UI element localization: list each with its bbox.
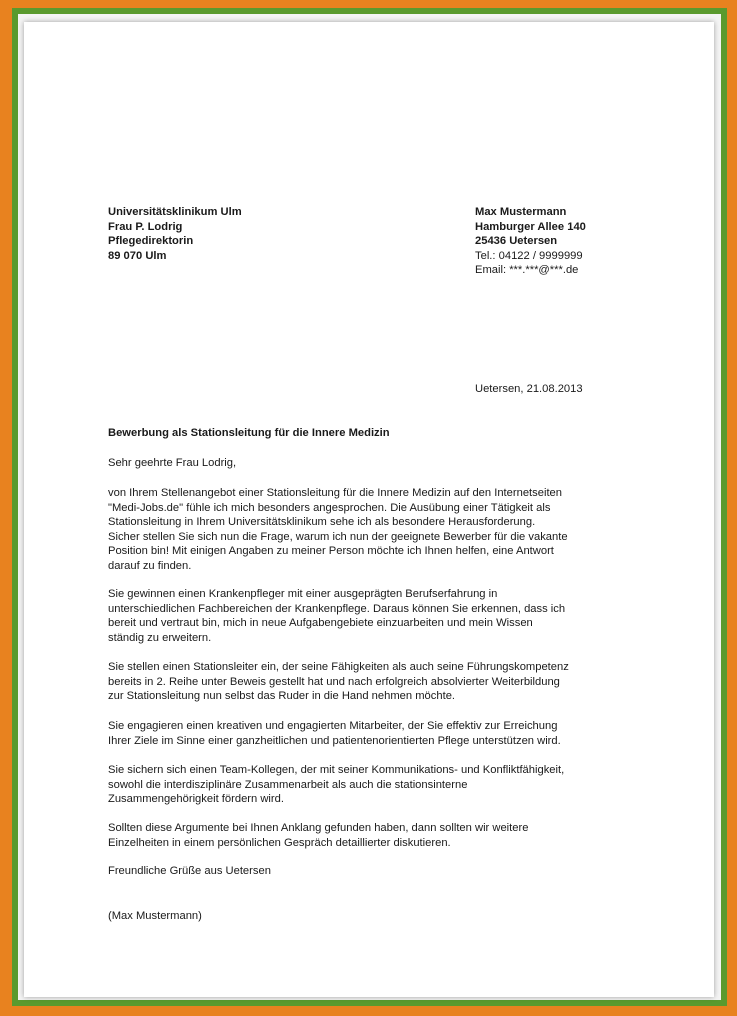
recipient-line: Universitätsklinikum Ulm <box>108 206 242 218</box>
letter-page <box>24 22 714 997</box>
paragraph-line: Sicher stellen Sie sich nun die Frage, warum ich nun der geeignete Bewerber für die vakante <box>108 530 568 543</box>
paragraph-line: bereits in 2. Reihe unter Beweis gestellt hat und nach erfolgreich absolvierter Weiterbildung <box>108 675 560 688</box>
letter-date: Uetersen, 21.08.2013 <box>475 383 583 395</box>
paragraph-line: Ihrer Ziele im Sinne einer ganzheitlichen und patientenorientierten Pflege unterstützen wird. <box>108 734 561 747</box>
paragraph-line: bereit und vertraut bin, mich in neue Aufgabengebiete einzuarbeiten und mein Wissen <box>108 617 533 630</box>
sender-address <box>475 205 695 278</box>
paragraph-line: zur Stationsleitung nun selbst das Ruder in die Hand nehmen möchte. <box>108 690 456 703</box>
paragraph <box>108 660 628 704</box>
sender-street: Hamburger Allee 140 <box>475 220 586 233</box>
paragraph-line: sowohl die interdisziplinäre Zusammenarbeit als auch die stationsinterne <box>108 778 468 791</box>
paragraph-line: Stationsleitung in Ihrem Universitätsklinikum sehe ich als besondere Herausforderung. <box>108 516 536 529</box>
recipient-line: 89 070 Ulm <box>108 249 167 262</box>
paragraph <box>108 719 628 748</box>
paragraph-line: darauf zu finden. <box>108 559 192 572</box>
sender-email: Email: ***.***@***.de <box>475 264 579 277</box>
sender-city: 25436 Uetersen <box>475 235 558 248</box>
paragraph-line: Sie stellen einen Stationsleiter ein, der seine Fähigkeiten als auch seine Führungskompetenz <box>108 661 569 673</box>
paragraph-line: ständig zu erweitern. <box>108 631 212 644</box>
paragraph-line: von Ihrem Stellenangebot einer Stationsleitung für die Innere Medizin auf den Internetseiten <box>108 487 563 499</box>
closing: Freundliche Grüße aus Uetersen <box>108 865 271 877</box>
paragraph-line: Sie sichern sich einen Team-Kollegen, der mit seiner Kommunikations- und Konfliktfähigkeit, <box>108 764 565 776</box>
paragraph-line: Position bin! Mit einigen Angaben zu meiner Person möchte ich Ihnen helfen, eine Antwort <box>108 545 554 558</box>
paragraph-line: Sollten diese Argumente bei Ihnen Anklang gefunden haben, dann sollten wir weitere <box>108 822 529 834</box>
sender-phone: Tel.: 04122 / 9999999 <box>475 249 583 262</box>
paragraph <box>108 587 628 645</box>
paragraph-line: "Medi-Jobs.de" fühle ich mich besonders angesprochen. Die Ausübung einer Tätigkeit als <box>108 501 551 514</box>
sender-name: Max Mustermann <box>475 206 567 218</box>
paragraph <box>108 486 628 574</box>
paragraph-line: Zusammengehörigkeit fördern wird. <box>108 793 284 806</box>
salutation: Sehr geehrte Frau Lodrig, <box>108 457 237 469</box>
paragraph-line: unterschiedlichen Fachbereichen der Krankenpflege. Daraus können Sie erkennen, dass ich <box>108 602 566 615</box>
recipient-line: Pflegedirektorin <box>108 235 194 248</box>
paragraph-line: Sie gewinnen einen Krankenpfleger mit einer ausgeprägten Berufserfahrung in <box>108 588 498 600</box>
paragraph <box>108 821 628 850</box>
paragraph <box>108 763 628 807</box>
recipient-line: Frau P. Lodrig <box>108 220 183 233</box>
letter-subject: Bewerbung als Stationsleitung für die Innere Medizin <box>108 427 390 439</box>
paragraph-line: Einzelheiten in einem persönlichen Gespräch detaillierter diskutieren. <box>108 836 451 849</box>
paragraph-line: Sie engagieren einen kreativen und engagierten Mitarbeiter, der Sie effektiv zur Erreichung <box>108 720 558 732</box>
recipient-address <box>108 205 358 263</box>
signature: (Max Mustermann) <box>108 910 202 922</box>
